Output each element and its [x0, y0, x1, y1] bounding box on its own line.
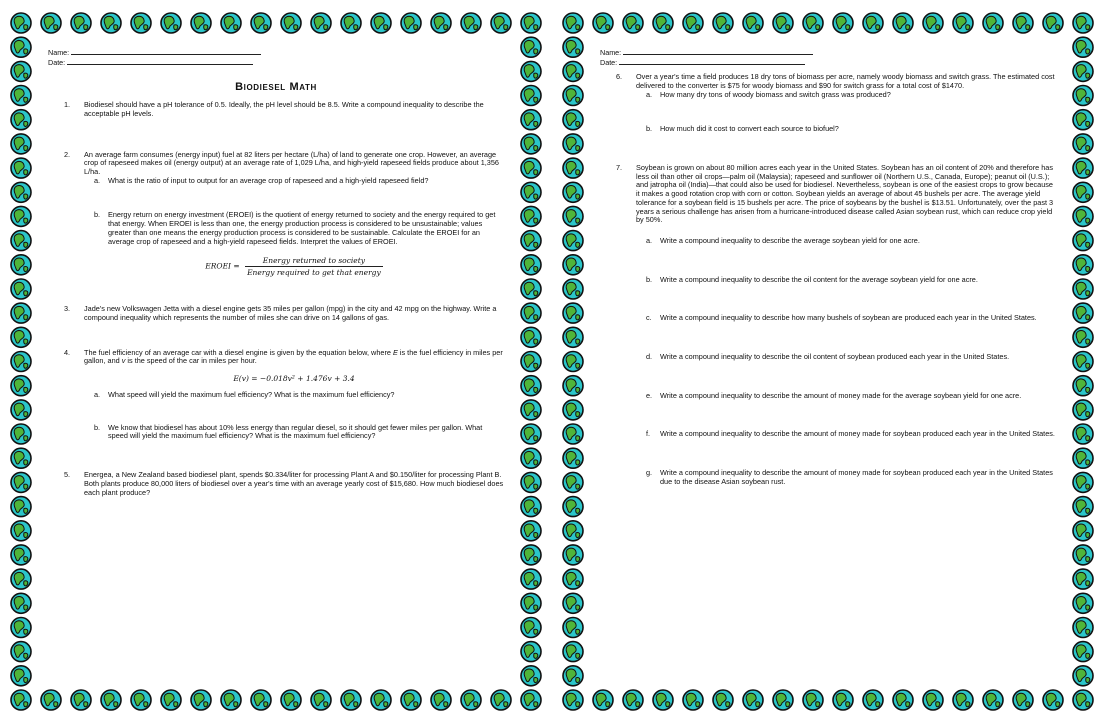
globe-icon	[563, 279, 583, 299]
globe-icon	[431, 690, 451, 710]
globe-icon	[521, 303, 541, 323]
globe-icon	[521, 472, 541, 492]
question-7	[600, 164, 1056, 487]
globe-icon	[563, 424, 583, 444]
question-number: 1.	[64, 100, 71, 110]
globe-icon	[863, 13, 883, 33]
variable-e: E	[392, 347, 398, 357]
globe-icon	[371, 13, 391, 33]
globe-icon	[1073, 158, 1093, 178]
globe-icon	[1013, 690, 1033, 710]
globe-icon	[401, 13, 421, 33]
worksheet-page-left	[8, 10, 544, 713]
page-title: Biodiesel Math	[235, 81, 317, 94]
part-text: How much did it cost to convert each source to biofuel?	[660, 124, 839, 134]
globe-icon	[11, 618, 31, 638]
globe-icon	[11, 569, 31, 589]
globe-icon	[71, 13, 91, 33]
globe-icon	[1073, 424, 1093, 444]
globe-icon	[563, 593, 583, 613]
globe-icon	[743, 690, 763, 710]
globe-icon	[1073, 327, 1093, 347]
globe-icon	[41, 690, 61, 710]
globe-icon	[191, 13, 211, 33]
globe-icon	[131, 690, 151, 710]
globe-icon	[521, 424, 541, 444]
part-letter: g.	[646, 468, 653, 478]
globe-icon	[11, 110, 31, 130]
question-text-post: is the speed of the car in miles per hour.	[125, 356, 257, 366]
part-text: Write a compound inequality to describe the amount of money made for soybean produced each year in the United States due to the disease Asian soybean rust.	[660, 468, 1053, 486]
globe-icon	[773, 690, 793, 710]
question-6	[600, 73, 1056, 134]
globe-icon	[893, 13, 913, 33]
globe-icon	[563, 472, 583, 492]
question-3	[48, 305, 504, 322]
globe-icon	[11, 376, 31, 396]
question-text-pre: The fuel efficiency of an average car with a diesel engine is given by the equation below, where	[84, 347, 393, 357]
globe-icon	[11, 545, 31, 565]
globe-icon	[563, 497, 583, 517]
part-letter: b.	[646, 124, 653, 134]
globe-icon	[653, 690, 673, 710]
globe-icon	[131, 13, 151, 33]
part-letter: b.	[646, 274, 653, 284]
name-label: Name:	[600, 48, 622, 57]
question-4b	[84, 424, 504, 441]
globe-icon	[11, 134, 31, 154]
globe-icon	[281, 690, 301, 710]
globe-icon	[311, 690, 331, 710]
globe-icon	[521, 666, 541, 686]
part-letter: a.	[94, 175, 101, 185]
globe-icon	[803, 690, 823, 710]
globe-icon	[1073, 13, 1093, 33]
globe-icon	[1073, 618, 1093, 638]
name-field[interactable]	[600, 48, 1056, 58]
question-5	[48, 471, 504, 497]
globe-icon	[521, 497, 541, 517]
globe-icon	[1073, 497, 1093, 517]
globe-icon	[11, 86, 31, 106]
globe-icon	[521, 521, 541, 541]
question-text: Soybean is grown on about 80 million acres each year in the United States. Soybean has an oil content of 20% and therefore has less oil than other oil crops—palm oil (Malaysia); rapeseed and sunflower oil (Northern U.S., Canada, Europe); peanut oil (U.S.); and jatropha oil (India)—that could also be used for biodiesel. Nevertheless, soybean is one of the easiest crops to grow because it makes a good rotation crop with corn or cotton. Soybean yields an average of about 45 bushels per acre. The average yield tolerance for a soybean field is 15 bushels per acre. The price of soybeans by the bushel is $13.51. Unfortunately, over the past 3 years a serious challenge has arisen from a hurricane-introduced disease called Asian soybean rust, which can reduce crop yield by 50%.	[636, 163, 1054, 225]
formula-lhs: EROEI =	[205, 261, 240, 271]
globe-icon	[11, 182, 31, 202]
globe-icon	[311, 13, 331, 33]
globe-icon	[563, 231, 583, 251]
question-number: 5.	[64, 470, 71, 480]
globe-icon	[563, 134, 583, 154]
globe-icon	[161, 690, 181, 710]
question-text-mid: is the fuel efficiency in miles per gallon, and	[84, 347, 503, 366]
globe-icon	[1043, 13, 1063, 33]
globe-icon	[863, 690, 883, 710]
globe-icon	[11, 666, 31, 686]
question-2a	[84, 177, 504, 186]
globe-icon	[11, 472, 31, 492]
question-text: Energea, a New Zealand based biodiesel plant, spends $0.334/liter for processing Plant A and $0.150/liter for processing Plant B. Both plants produce 80,000 liters of biodiesel over a year's time with an average yearly cost of $15,680. How much biodiesel does each plant produce?	[84, 470, 504, 497]
globe-icon	[521, 376, 541, 396]
date-field[interactable]	[600, 58, 1056, 68]
part-text: Write a compound inequality to describe how many bushels of soybean are produced each year in the United States.	[660, 313, 1037, 323]
globe-icon	[653, 13, 673, 33]
globe-icon	[401, 690, 421, 710]
globe-icon	[1073, 521, 1093, 541]
worksheet-page-right	[560, 10, 1096, 713]
globe-icon	[251, 13, 271, 33]
globe-icon	[11, 400, 31, 420]
part-letter: b.	[94, 210, 101, 220]
globe-icon	[11, 231, 31, 251]
globe-icon	[521, 327, 541, 347]
part-text: Write a compound inequality to describe the amount of money made for soybean produced each year in the United States.	[660, 429, 1055, 439]
globe-icon	[101, 13, 121, 33]
globe-icon	[563, 86, 583, 106]
globe-icon	[521, 448, 541, 468]
globe-icon	[563, 545, 583, 565]
globe-icon	[1073, 690, 1093, 710]
globe-icon	[221, 13, 241, 33]
question-1	[48, 101, 504, 118]
globe-icon	[713, 13, 733, 33]
part-text: We know that biodiesel has about 10% less energy than regular diesel, so it should get fewer miles per gallon. What speed will yield the maximum fuel efficiency? What is the maximum fuel efficiency?	[108, 422, 483, 441]
question-4	[48, 349, 504, 442]
globe-icon	[563, 158, 583, 178]
question-7g	[636, 469, 1056, 486]
name-field[interactable]	[48, 48, 504, 58]
globe-icon	[11, 158, 31, 178]
globe-icon	[521, 642, 541, 662]
globe-icon	[1073, 61, 1093, 81]
globe-icon	[563, 448, 583, 468]
part-letter: f.	[646, 429, 651, 439]
part-letter: a.	[646, 235, 653, 245]
globe-icon	[1013, 13, 1033, 33]
globe-icon	[11, 690, 31, 710]
globe-icon	[773, 13, 793, 33]
page-content	[48, 48, 504, 676]
globe-icon	[1073, 110, 1093, 130]
globe-icon	[563, 400, 583, 420]
globe-icon	[683, 690, 703, 710]
globe-icon	[461, 13, 481, 33]
globe-icon	[491, 13, 511, 33]
globe-icon	[623, 13, 643, 33]
globe-icon	[1073, 255, 1093, 275]
question-text: Biodiesel should have a pH tolerance of 0.5. Ideally, the pH level should be 8.5. Write a compound inequality to describe the acceptable pH levels.	[84, 100, 484, 118]
globe-icon	[1073, 593, 1093, 613]
globe-icon	[521, 352, 541, 372]
globe-icon	[563, 352, 583, 372]
globe-icon	[11, 61, 31, 81]
globe-icon	[1073, 134, 1093, 154]
globe-icon	[41, 13, 61, 33]
globe-icon	[683, 13, 703, 33]
globe-icon	[11, 497, 31, 517]
globe-icon	[923, 13, 943, 33]
date-field[interactable]	[48, 58, 504, 68]
question-7e	[636, 392, 1056, 401]
globe-icon	[371, 690, 391, 710]
globe-icon	[983, 13, 1003, 33]
name-line[interactable]	[623, 48, 813, 55]
globe-icon	[893, 690, 913, 710]
globe-icon	[1073, 86, 1093, 106]
globe-icon	[593, 13, 613, 33]
fuel-efficiency-equation: E(v) = −0.018v² + 1.476v + 3.4	[233, 374, 355, 384]
globe-icon	[563, 206, 583, 226]
globe-icon	[563, 61, 583, 81]
globe-icon	[953, 690, 973, 710]
question-number: 6.	[616, 72, 623, 82]
question-text: Over a year's time a field produces 18 dry tons of biomass per acre, namely woody biomass and switch grass. The estimated cost delivered to the converter is $75 for woody biomass and $90 for switch grass for a total cost of $1470.	[636, 72, 1055, 90]
globe-icon	[833, 690, 853, 710]
part-letter: e.	[646, 390, 653, 400]
globe-icon	[743, 13, 763, 33]
globe-icon	[161, 13, 181, 33]
globe-icon	[923, 690, 943, 710]
globe-icon	[563, 569, 583, 589]
globe-icon	[1073, 642, 1093, 662]
globe-icon	[1073, 279, 1093, 299]
globe-icon	[521, 400, 541, 420]
globe-icon	[461, 690, 481, 710]
question-7f	[636, 430, 1056, 439]
globe-icon	[341, 690, 361, 710]
globe-icon	[623, 690, 643, 710]
part-letter: a.	[646, 89, 653, 99]
globe-icon	[1073, 182, 1093, 202]
formula-denominator: Energy required to get that energy	[247, 268, 381, 278]
part-text: Write a compound inequality to describe the amount of money made for the average soybean yield for one acre.	[660, 390, 1022, 400]
globe-icon	[1073, 303, 1093, 323]
globe-icon	[1073, 666, 1093, 686]
part-letter: d.	[646, 352, 653, 362]
question-6b	[636, 125, 1056, 134]
globe-icon	[1073, 448, 1093, 468]
question-2	[48, 151, 504, 278]
question-7c	[636, 314, 1056, 323]
question-number: 2.	[64, 149, 71, 159]
globe-icon	[563, 182, 583, 202]
date-line[interactable]	[67, 58, 253, 65]
question-4a	[84, 391, 504, 400]
globe-icon	[71, 690, 91, 710]
question-7a	[636, 237, 1056, 246]
formula-fraction	[245, 256, 383, 277]
globe-icon	[191, 690, 211, 710]
globe-icon	[1073, 352, 1093, 372]
globe-icon	[11, 303, 31, 323]
part-letter: b.	[94, 422, 101, 432]
globe-icon	[593, 690, 613, 710]
globe-icon	[1073, 569, 1093, 589]
question-text: Jade's new Volkswagen Jetta with a diesel engine gets 35 miles per gallon (mpg) in the city and 42 mpg on the highway. Write a compound inequality which represents the number of miles she can drive on 14 gallons of gas.	[84, 304, 497, 322]
globe-icon	[251, 690, 271, 710]
globe-icon	[11, 352, 31, 372]
date-line[interactable]	[619, 58, 805, 65]
name-line[interactable]	[71, 48, 261, 55]
globe-icon	[983, 690, 1003, 710]
globe-icon	[521, 690, 541, 710]
globe-icon	[563, 37, 583, 57]
globe-icon	[521, 279, 541, 299]
globe-icon	[101, 690, 121, 710]
globe-icon	[11, 424, 31, 444]
globe-icon	[833, 13, 853, 33]
globe-icon	[221, 690, 241, 710]
globe-icon	[281, 13, 301, 33]
question-7d	[636, 353, 1056, 362]
globe-icon	[521, 86, 541, 106]
part-text: How many dry tons of woody biomass and switch grass was produced?	[660, 89, 891, 99]
variable-v: v	[121, 356, 126, 366]
part-letter: a.	[94, 390, 101, 400]
formula-numerator: Energy returned to society	[245, 256, 383, 267]
globe-icon	[521, 158, 541, 178]
globe-icon	[521, 593, 541, 613]
part-text: What is the ratio of input to output for an average crop of rapeseed and a high-yield rapeseed field?	[108, 175, 429, 185]
globe-icon	[1073, 206, 1093, 226]
globe-icon	[1073, 400, 1093, 420]
globe-icon	[11, 448, 31, 468]
part-letter: c.	[646, 313, 652, 323]
globe-icon	[1073, 545, 1093, 565]
globe-icon	[11, 206, 31, 226]
globe-icon	[431, 13, 451, 33]
globe-icon	[563, 13, 583, 33]
part-text: Write a compound inequality to describe the average soybean yield for one acre.	[660, 235, 920, 245]
globe-icon	[11, 279, 31, 299]
part-text: Write a compound inequality to describe the oil content for the average soybean yield for one acre.	[660, 274, 978, 284]
question-number: 4.	[64, 347, 71, 357]
part-text: Energy return on energy investment (EROEI) is the quotient of energy returned to society and the energy required to get that energy. When EROEI is less than one, the energy production process is considered to be unsustainable; values greater than one means the energy production process is considered to be sustainable. Calculate the EROEI for an average crop of rapeseed and a high-yield rapeseed fields. Interpret the values of EROEI.	[108, 210, 496, 246]
date-label: Date:	[600, 57, 618, 67]
globe-icon	[563, 255, 583, 275]
globe-icon	[521, 255, 541, 275]
globe-icon	[11, 37, 31, 57]
globe-icon	[521, 134, 541, 154]
globe-icon	[1073, 472, 1093, 492]
globe-icon	[521, 182, 541, 202]
globe-icon	[1073, 37, 1093, 57]
globe-icon	[491, 690, 511, 710]
question-number: 3.	[64, 304, 71, 314]
globe-icon	[521, 618, 541, 638]
globe-icon	[11, 521, 31, 541]
globe-icon	[563, 690, 583, 710]
part-text: Write a compound inequality to describe the oil content of soybean produced each year in the United States.	[660, 352, 1010, 362]
globe-icon	[11, 642, 31, 662]
globe-icon	[563, 618, 583, 638]
part-text: What speed will yield the maximum fuel efficiency? What is the maximum fuel efficiency?	[108, 390, 395, 400]
question-6a	[636, 91, 1056, 100]
globe-icon	[713, 690, 733, 710]
date-label: Date:	[48, 57, 66, 67]
globe-icon	[11, 327, 31, 347]
question-2b	[84, 211, 504, 246]
globe-icon	[563, 303, 583, 323]
globe-icon	[953, 13, 973, 33]
globe-icon	[1073, 376, 1093, 396]
globe-icon	[563, 327, 583, 347]
eroei-formula	[84, 256, 504, 277]
globe-icon	[521, 569, 541, 589]
globe-icon	[11, 255, 31, 275]
globe-icon	[1073, 231, 1093, 251]
globe-icon	[341, 13, 361, 33]
globe-icon	[521, 206, 541, 226]
globe-icon	[563, 376, 583, 396]
name-label: Name:	[48, 48, 70, 57]
globe-icon	[11, 593, 31, 613]
page-content	[600, 48, 1056, 676]
globe-icon	[563, 521, 583, 541]
globe-icon	[521, 37, 541, 57]
question-text: An average farm consumes (energy input) fuel at 82 liters per hectare (L/ha) of land to generate one crop. However, an average crop of rapeseed makes oil (energy output) at an average rate of 1,029 L/ha, and high-yield rapeseed fields produce about 1,356 L/ha.	[84, 149, 499, 176]
globe-icon	[563, 110, 583, 130]
globe-icon	[521, 110, 541, 130]
globe-icon	[563, 642, 583, 662]
question-number: 7.	[616, 163, 623, 172]
globe-icon	[1043, 690, 1063, 710]
globe-icon	[563, 666, 583, 686]
globe-icon	[11, 13, 31, 33]
globe-icon	[521, 545, 541, 565]
globe-icon	[521, 231, 541, 251]
globe-icon	[521, 61, 541, 81]
globe-icon	[521, 13, 541, 33]
question-7b	[636, 276, 1056, 285]
globe-icon	[803, 13, 823, 33]
